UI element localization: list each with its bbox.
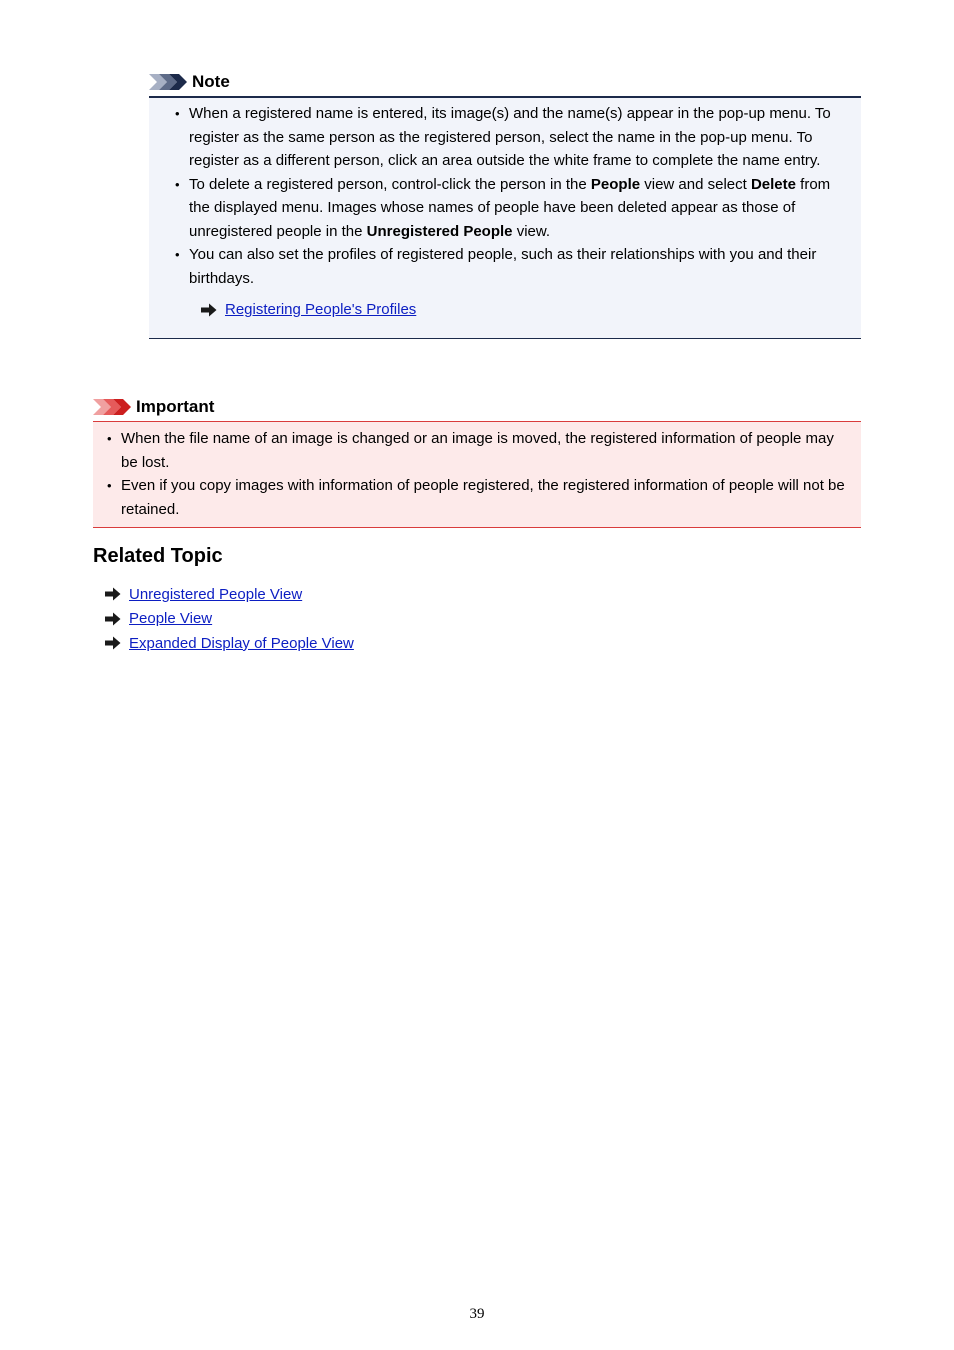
note-title: Note — [192, 72, 230, 92]
unregistered-people-view-link[interactable]: Unregistered People View — [129, 585, 303, 603]
note-link-row — [175, 298, 853, 322]
important-item: • When the file name of an image is changed or an image is moved, the registered information of people may be lost. — [107, 427, 851, 474]
important-title: Important — [136, 397, 215, 417]
note-item: • To delete a registered person, control-click the person in the People view and select Delete from the displayed menu. Images whose names of people have been deleted appear as those of unregistered people in the Unregistered People view. — [175, 173, 853, 244]
note-item: • When a registered name is entered, its image(s) and the name(s) appear in the pop-up menu. To register as the same person as the registered person, select the name in the pop-up menu. To register as a different person, click an area outside the white frame to complete the name entry. — [175, 102, 853, 173]
note-chevron-icon — [149, 74, 187, 90]
right-arrow-icon — [105, 636, 121, 650]
related-link-item — [105, 607, 861, 632]
related-topic-title: Related Topic — [93, 545, 223, 567]
delete-term: Delete — [750, 175, 796, 193]
note-box — [149, 68, 861, 339]
people-view-term: People — [590, 175, 641, 193]
right-arrow-icon — [105, 612, 121, 626]
important-item: • Even if you copy images with information of people registered, the registered information of people will not be retained. — [107, 474, 851, 521]
note-list — [175, 102, 853, 290]
people-view-link[interactable]: People View — [129, 610, 213, 627]
related-link-item — [105, 631, 861, 656]
important-header — [93, 393, 861, 422]
important-box — [93, 393, 861, 528]
right-arrow-icon — [201, 303, 217, 317]
related-links — [93, 582, 861, 656]
important-chevron-icon — [93, 399, 131, 415]
important-list — [107, 427, 851, 521]
important-body — [93, 422, 861, 528]
note-body — [149, 98, 861, 339]
related-link-item — [105, 582, 861, 607]
page-number: 39 — [469, 1306, 485, 1322]
related-topic-section — [93, 542, 861, 656]
expanded-display-of-people-view-link[interactable]: Expanded Display of People View — [129, 634, 354, 652]
registering-peoples-profiles-link[interactable]: Registering People's Profiles — [225, 301, 417, 318]
unregistered-people-term: Unregistered People — [366, 222, 513, 240]
note-header — [149, 68, 861, 98]
right-arrow-icon — [105, 587, 121, 601]
note-item: • You can also set the profiles of registered people, such as their relationships with you and their birthdays. — [175, 243, 853, 290]
